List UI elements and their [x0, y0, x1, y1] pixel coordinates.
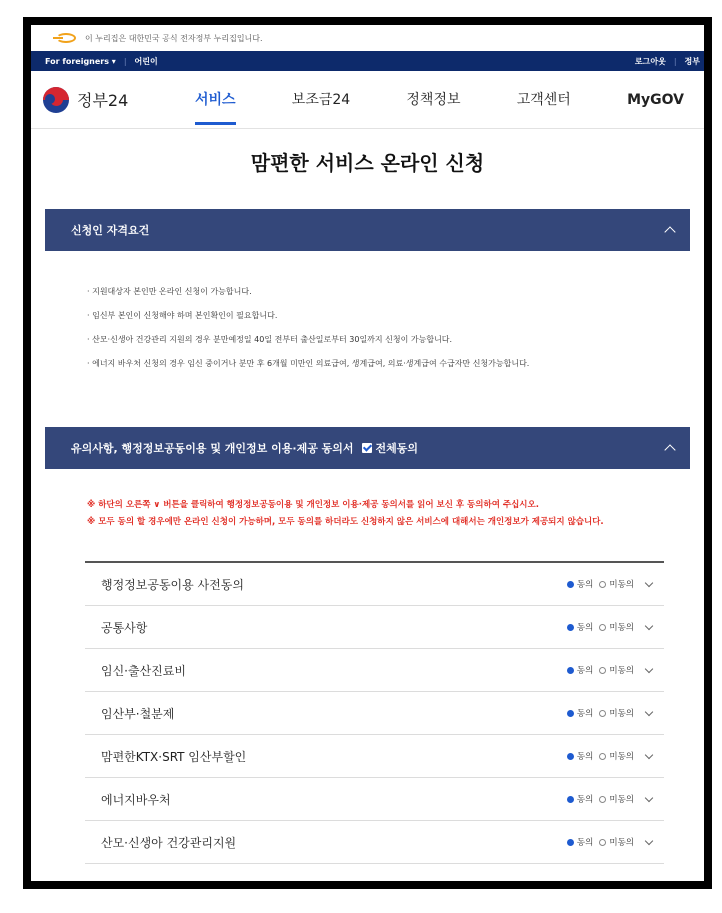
consent-row: [85, 821, 664, 864]
radio-icon[interactable]: [599, 796, 606, 803]
requirements-section-header[interactable]: [45, 209, 690, 251]
agree-radio[interactable]: 동의: [567, 750, 593, 762]
taegeuk-logo-icon: [43, 87, 69, 113]
nav-tab-mygov[interactable]: MyGOV: [627, 91, 684, 108]
radio-icon[interactable]: [567, 710, 574, 717]
chevron-down-icon[interactable]: [645, 836, 653, 844]
notice-line: ※ 하단의 오른쪽 ∨ 버튼을 클릭하여 행정정보공동이용 및 개인정보 이용·제공 동의서를 읽어 보신 후 동의하여 주십시오.: [87, 500, 539, 510]
nav-tab-subsidy24[interactable]: 보조금24: [291, 91, 351, 108]
disagree-radio[interactable]: 미동의: [599, 707, 634, 719]
nav-tab-customer-center[interactable]: 고객센터: [516, 91, 571, 108]
radio-icon[interactable]: [567, 753, 574, 760]
consent-notice: [31, 469, 704, 561]
radio-icon[interactable]: [567, 839, 574, 846]
radio-icon[interactable]: [567, 796, 574, 803]
brand-name: 정부24: [77, 91, 129, 110]
chevron-up-icon[interactable]: [664, 444, 675, 455]
agree-radio[interactable]: 동의: [567, 664, 593, 676]
consent-section-header[interactable]: [45, 427, 690, 469]
agree-radio[interactable]: 동의: [567, 836, 593, 848]
nav-tab-policy-info[interactable]: 정책정보: [406, 91, 461, 108]
radio-icon[interactable]: [567, 667, 574, 674]
chevron-down-icon[interactable]: [645, 707, 653, 715]
agree-radio[interactable]: 동의: [567, 707, 593, 719]
logout-link[interactable]: 로그아웃: [634, 56, 666, 66]
consent-row-name: 임신·출산진료비: [101, 663, 186, 678]
agree-radio[interactable]: 동의: [567, 578, 593, 590]
consent-row: [85, 692, 664, 735]
disagree-radio[interactable]: 미동의: [599, 664, 634, 676]
consent-row: [85, 563, 664, 606]
list-item: · 에너지 바우처 신청의 경우 임신 중이거나 분만 후 6개월 미만인 의료급여, 생계급여, 의료·생계급여 수급자만 신청가능합니다.: [87, 359, 530, 368]
main-nav: [31, 71, 704, 129]
agree-radio[interactable]: 동의: [567, 793, 593, 805]
list-item: · 산모·신생아 건강관리 지원의 경우 분만예정일 40일 전부터 출산일로부터 30일까지 신청이 가능합니다.: [87, 335, 453, 344]
kids-link[interactable]: 어린이: [134, 56, 158, 66]
chevron-down-icon[interactable]: [645, 793, 653, 801]
consent-list: [85, 561, 664, 864]
requirements-list: [31, 251, 704, 427]
screenshot-frame: [23, 17, 712, 889]
all-agree-label: 전체동의: [375, 442, 419, 455]
consent-row-name: 공통사항: [101, 620, 148, 635]
chevron-down-icon[interactable]: [645, 578, 653, 586]
consent-section-title: 유의사항, 행정정보공동이용 및 개인정보 이용·제공 동의서: [71, 442, 354, 455]
checkbox-checked-icon[interactable]: [362, 443, 372, 453]
disagree-radio[interactable]: 미동의: [599, 621, 634, 633]
gov-eg-logo-icon: [53, 33, 79, 43]
radio-icon[interactable]: [599, 581, 606, 588]
chevron-down-icon[interactable]: [645, 750, 653, 758]
requirements-section-title: 신청인 자격요건: [71, 224, 150, 237]
radio-icon[interactable]: [599, 667, 606, 674]
chevron-down-icon[interactable]: [645, 621, 653, 629]
list-item: · 지원대상자 본인만 온라인 신청이 가능합니다.: [87, 287, 252, 296]
consent-row: [85, 649, 664, 692]
agree-radio[interactable]: 동의: [567, 621, 593, 633]
consent-row-name: 임산부·철분제: [101, 706, 175, 721]
consent-row: [85, 735, 664, 778]
consent-row-name: 에너지바우처: [101, 792, 171, 807]
disagree-radio[interactable]: 미동의: [599, 793, 634, 805]
radio-icon[interactable]: [567, 581, 574, 588]
nav-tab-services[interactable]: 서비스: [195, 71, 236, 129]
chevron-up-icon[interactable]: [664, 226, 675, 237]
more-link[interactable]: 정부: [684, 56, 700, 66]
chevron-down-icon[interactable]: [645, 664, 653, 672]
page-title: 맘편한 서비스 온라인 신청: [250, 151, 485, 175]
consent-row: [85, 778, 664, 821]
notice-line: ※ 모두 동의 할 경우에만 온라인 신청이 가능하며, 모두 동의를 하더라도 신청하지 않은 서비스에 대해서는 개인정보가 제공되지 않습니다.: [87, 517, 604, 527]
radio-icon[interactable]: [599, 624, 606, 631]
list-item: · 임신부 본인이 신청해야 하며 본인확인이 필요합니다.: [87, 311, 278, 320]
radio-icon[interactable]: [599, 710, 606, 717]
radio-icon[interactable]: [599, 753, 606, 760]
gov-banner-text: 이 누리집은 대한민국 공식 전자정부 누리집입니다.: [85, 33, 263, 43]
radio-icon[interactable]: [567, 624, 574, 631]
for-foreigners-link[interactable]: For foreigners ▾: [45, 56, 116, 66]
disagree-radio[interactable]: 미동의: [599, 750, 634, 762]
consent-row-name: 맘편한KTX·SRT 임산부할인: [101, 749, 247, 764]
consent-row-name: 산모·신생아 건강관리지원: [101, 835, 237, 850]
consent-row: [85, 606, 664, 649]
disagree-radio[interactable]: 미동의: [599, 578, 634, 590]
disagree-radio[interactable]: 미동의: [599, 836, 634, 848]
utility-bar: For foreigners ▾ | 어린이 로그아웃 | 정부: [31, 51, 704, 71]
radio-icon[interactable]: [599, 839, 606, 846]
gov-banner: [31, 25, 704, 51]
all-agree-checkbox[interactable]: [362, 440, 419, 456]
brand-logo[interactable]: [31, 87, 195, 113]
consent-row-name: 행정정보공동이용 사전동의: [101, 577, 244, 592]
